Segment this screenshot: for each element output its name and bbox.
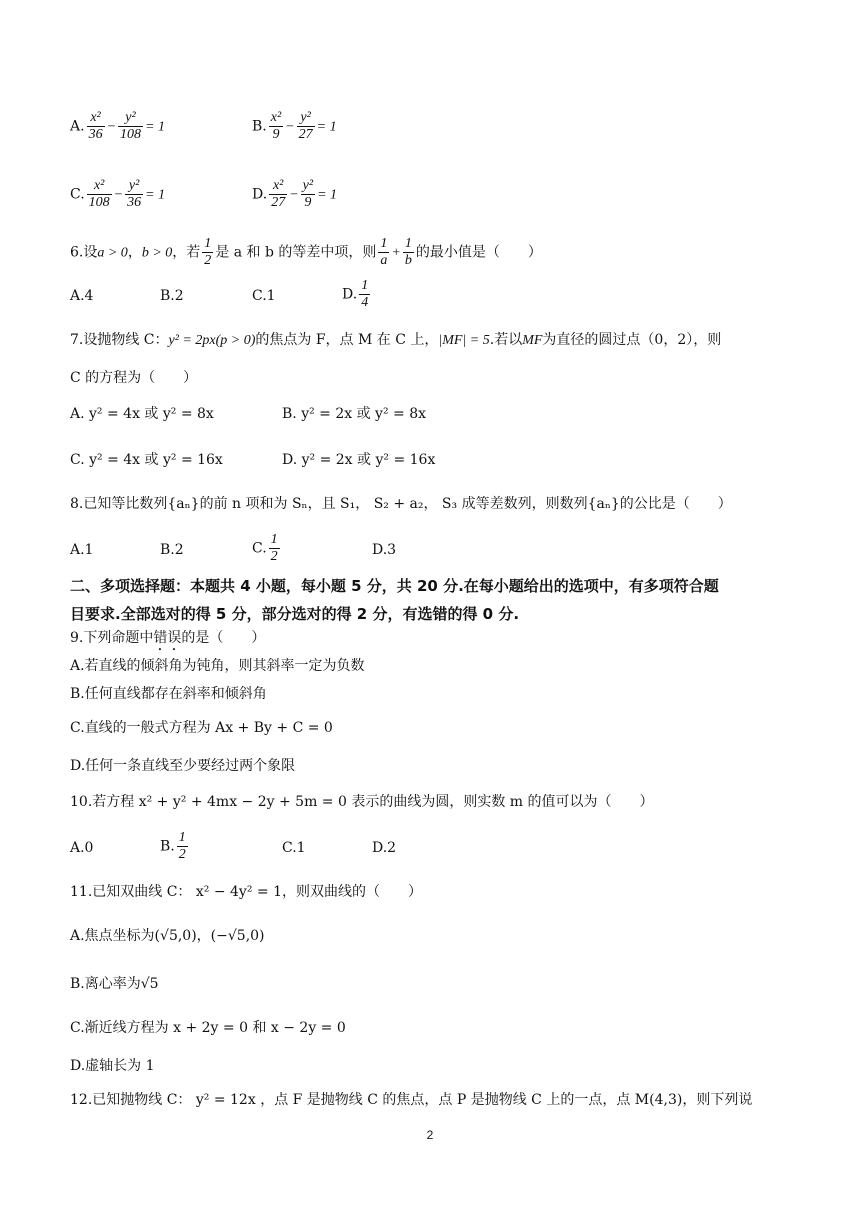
q7-option-a: A. y² = 4x 或 y² = 8x <box>70 406 214 422</box>
q7-option-d: D. y² = 2x 或 y² = 16x <box>282 452 436 468</box>
q8-option-b: B.2 <box>160 542 184 558</box>
q5-option-a: A. $\frac{\text{x²}}{36}$ − $\frac{\text{y²}}{108}$ = 1 <box>70 110 165 142</box>
q9-option-a: A.若直线的倾斜角为钝角，则其斜率一定为负数 <box>70 658 365 674</box>
q7-stem: 7.设抛物线 C：y² = 2px(p > 0)的焦点为 F，点 M 在 C 上，|MF| = 5.若以MF为直径的圆过点（0，2），则 <box>70 332 722 348</box>
q8-option-d: D.3 <box>372 542 397 558</box>
q6-option-a: A.4 <box>70 288 94 304</box>
q5-option-c: C. $\frac{\text{x²}}{108}$ − $\frac{\text{y²}}{36}$ = 1 <box>70 178 166 210</box>
q9-option-b: B.任何直线都存在斜率和倾斜角 <box>70 686 267 702</box>
q11-option-a: A.焦点坐标为(√5,0)，(−√5,0) <box>70 928 265 944</box>
q7-option-c: C. y² = 4x 或 y² = 16x <box>70 452 223 468</box>
page-number: 2 <box>426 1128 434 1142</box>
q10-option-b: B. $\frac{1}{2}$ <box>160 830 186 862</box>
q9-option-c: C.直线的一般式方程为 Ax + By + C = 0 <box>70 720 333 736</box>
q8-stem: 8.已知等比数列{aₙ}的前 n 项和为 Sₙ，且 S₁， S₂ + a₂， S₃ 成等差数列，则数列{aₙ}的公比是（ ） <box>70 496 732 512</box>
q6-stem: 6.设a > 0，b > 0，若 $\frac{1}{2}$ 是 a 和 b 的等差中项，则 $\frac{1}{a}$ + $\frac{1}{b}$ 的最小值是（ ） <box>70 236 542 268</box>
q10-option-a: A.0 <box>70 840 94 856</box>
q11-option-d: D.虚轴长为 1 <box>70 1058 155 1074</box>
q11-option-c: C.渐近线方程为 x + 2y = 0 和 x − 2y = 0 <box>70 1020 346 1036</box>
q8-option-a: A.1 <box>70 542 94 558</box>
q6-option-d: D. $\frac{1}{4}$ <box>342 278 369 310</box>
q10-option-c: C.1 <box>282 840 306 856</box>
q11-stem: 11.已知双曲线 C： x² − 4y² = 1，则双曲线的（ ） <box>70 884 422 900</box>
q9-option-d: D.任何一条直线至少要经过两个象限 <box>70 758 296 774</box>
q8-option-c: C. $\frac{1}{2}$ <box>252 532 278 564</box>
q5-option-d: D. $\frac{\text{x²}}{27}$ − $\frac{\text{y²}}{9}$ = 1 <box>252 178 338 210</box>
q7-stem-line2: C 的方程为（ ） <box>70 370 198 386</box>
q6-option-c: C.1 <box>252 288 276 304</box>
q10-stem: 10.若方程 x² + y² + 4mx − 2y + 5m = 0 表示的曲线为圆，则实数 m 的值可以为（ ） <box>70 794 654 810</box>
q10-option-d: D.2 <box>372 840 397 856</box>
q9-emphasis: 错误 <box>153 630 182 646</box>
q11-option-b: B.离心率为√5 <box>70 976 159 992</box>
section2-heading-line2: 目要求.全部选对的得 5 分，部分选对的得 2 分，有选错的得 0 分. <box>70 605 520 623</box>
section2-heading-line1: 二、多项选择题：本题共 4 小题，每小题 5 分，共 20 分.在每小题给出的选项中，有多项符合题 <box>70 577 719 595</box>
q7-option-b: B. y² = 2x 或 y² = 8x <box>282 406 426 422</box>
q6-option-b: B.2 <box>160 288 184 304</box>
q9-stem: 9.下列命题中错误的是（ ） <box>70 630 266 646</box>
q5-option-b: B. $\frac{\text{x²}}{9}$ − $\frac{\text{y²}}{27}$ = 1 <box>252 110 337 142</box>
q12-stem: 12.已知抛物线 C： y² = 12x ，点 F 是抛物线 C 的焦点，点 P 是抛物线 C 上的一点，点 M(4,3)，则下列说 <box>70 1092 753 1108</box>
